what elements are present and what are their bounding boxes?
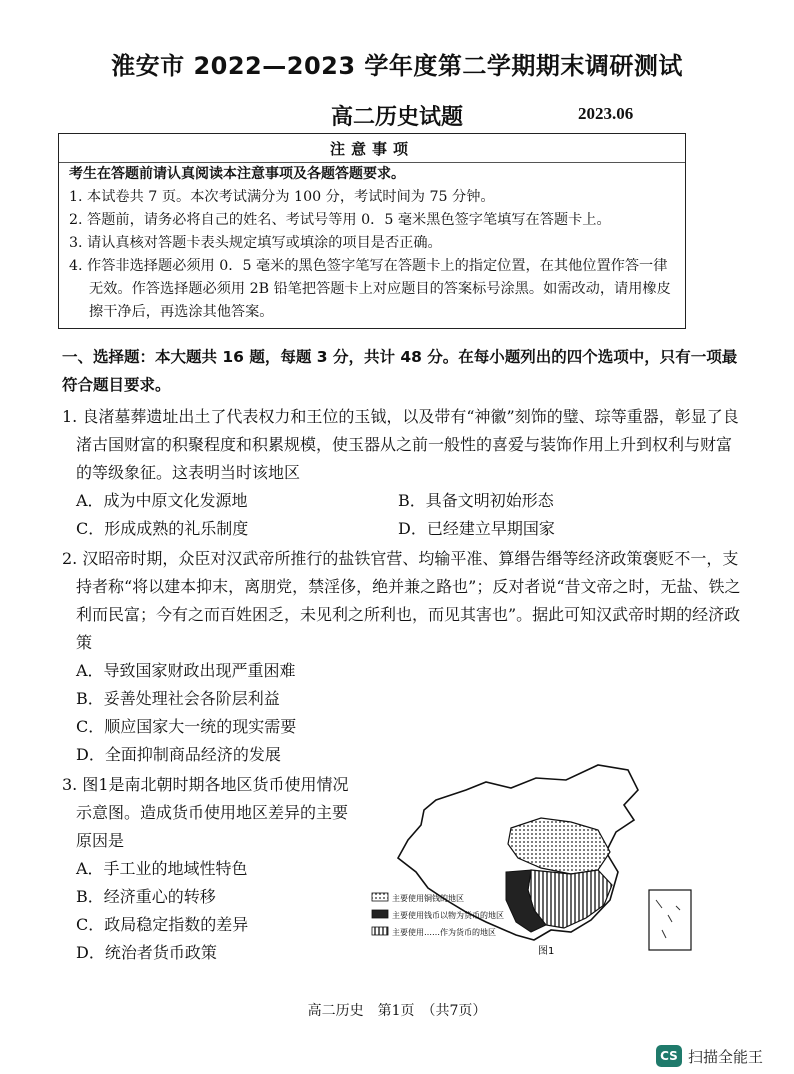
inset-box xyxy=(649,890,691,950)
notice-item: 2. 答题前，请务必将自己的姓名、考试号等用 0．5 毫米黑色签字笔填写在答题卡上。 xyxy=(69,212,611,228)
scanner-watermark xyxy=(656,1045,763,1067)
watermark-text: 扫描全能王 xyxy=(688,1047,764,1066)
currency-map-figure xyxy=(366,760,696,956)
question-1 xyxy=(62,403,742,543)
notice-item: 1. 本试卷共 7 页。本次考试满分为 100 分，考试时间为 75 分钟。 xyxy=(69,189,495,205)
exam-date: 2023.06 xyxy=(578,104,634,123)
page-footer: 高二历史 第1页 （共7页） xyxy=(307,1003,487,1019)
notice-item: 4. 作答非选择题必须用 0．5 毫米的黑色签字笔写在答题卡上的指定位置，在其他位置作答一律无效。作答选择题必须用 2B 铅笔把答题卡上对应题目的答案标号涂黑。如需改动，请用橡皮擦干净后，再选涂其他答案。 xyxy=(69,258,671,320)
option-b: B．具备文明初始形态 xyxy=(398,491,554,510)
question-stem: 3. 图1是南北朝时期各地区货币使用情况示意图。造成货币使用地区差异的主要原因是 xyxy=(62,775,349,850)
option-d: D．全面抑制商品经济的发展 xyxy=(76,745,281,764)
option-d: D．统治者货币政策 xyxy=(76,943,217,962)
legend-item: 主要使用……作为货币的地区 xyxy=(392,928,496,937)
legend-item: 主要使用钱币以物为货币的地区 xyxy=(392,911,504,920)
notice-intro: 考生在答题前请认真阅读本注意事项及各题答题要求。 xyxy=(69,166,405,182)
camscanner-icon: CS xyxy=(656,1045,682,1067)
question-2 xyxy=(62,545,742,769)
exam-subtitle: 高二历史试题 xyxy=(330,105,463,130)
option-c: C．形成成熟的礼乐制度 xyxy=(76,519,249,538)
option-b: B．经济重心的转移 xyxy=(76,887,216,906)
question-stem: 1. 良渚墓葬遗址出土了代表权力和王位的玉钺，以及带有“神徽”刻饰的璧、琮等重器，彰显了良渚古国财富的积聚程度和积累规模，使玉器从之前一般性的喜爱与装饰作用上升到权利与财富的等级象征。这表明当时该地区 xyxy=(62,407,739,482)
exam-title: 淮安市 2022—2023 学年度第二学期期末调研测试 xyxy=(111,52,683,80)
option-a: A．导致国家财政出现严重困难 xyxy=(76,661,296,680)
question-3 xyxy=(62,771,362,967)
notice-item: 3. 请认真核对答题卡表头规定填写或填涂的项目是否正确。 xyxy=(69,235,442,251)
figure-caption: 图1 xyxy=(538,946,555,956)
option-d: D．已经建立早期国家 xyxy=(398,519,555,538)
option-c: C．顺应国家大一统的现实需要 xyxy=(76,717,297,736)
option-a: A．手工业的地域性特色 xyxy=(76,859,248,878)
legend-item: 主要使用铜钱的地区 xyxy=(392,894,464,903)
option-c: C．政局稳定指数的差异 xyxy=(76,915,249,934)
option-a: A．成为中原文化发源地 xyxy=(76,491,248,510)
question-stem: 2. 汉昭帝时期，众臣对汉武帝所推行的盐铁官营、均输平准、算缗告缗等经济政策褒贬不一，支持者称“将以建本抑末，离朋党，禁淫侈，绝并兼之路也”；反对者说“昔文帝之时，无盐、铁之利而民富；今有之而百姓困乏，未见利之所利也，而见其害也”。据此可知汉武帝时期的经济政策 xyxy=(62,549,741,652)
section-heading: 一、选择题：本大题共 16 题，每题 3 分，共计 48 分。在每小题列出的四个选项中，只有一项最符合题目要求。 xyxy=(62,348,738,394)
notice-heading: 注意事项 xyxy=(59,138,685,163)
notice-box xyxy=(58,133,686,329)
option-b: B．妥善处理社会各阶层利益 xyxy=(76,689,280,708)
